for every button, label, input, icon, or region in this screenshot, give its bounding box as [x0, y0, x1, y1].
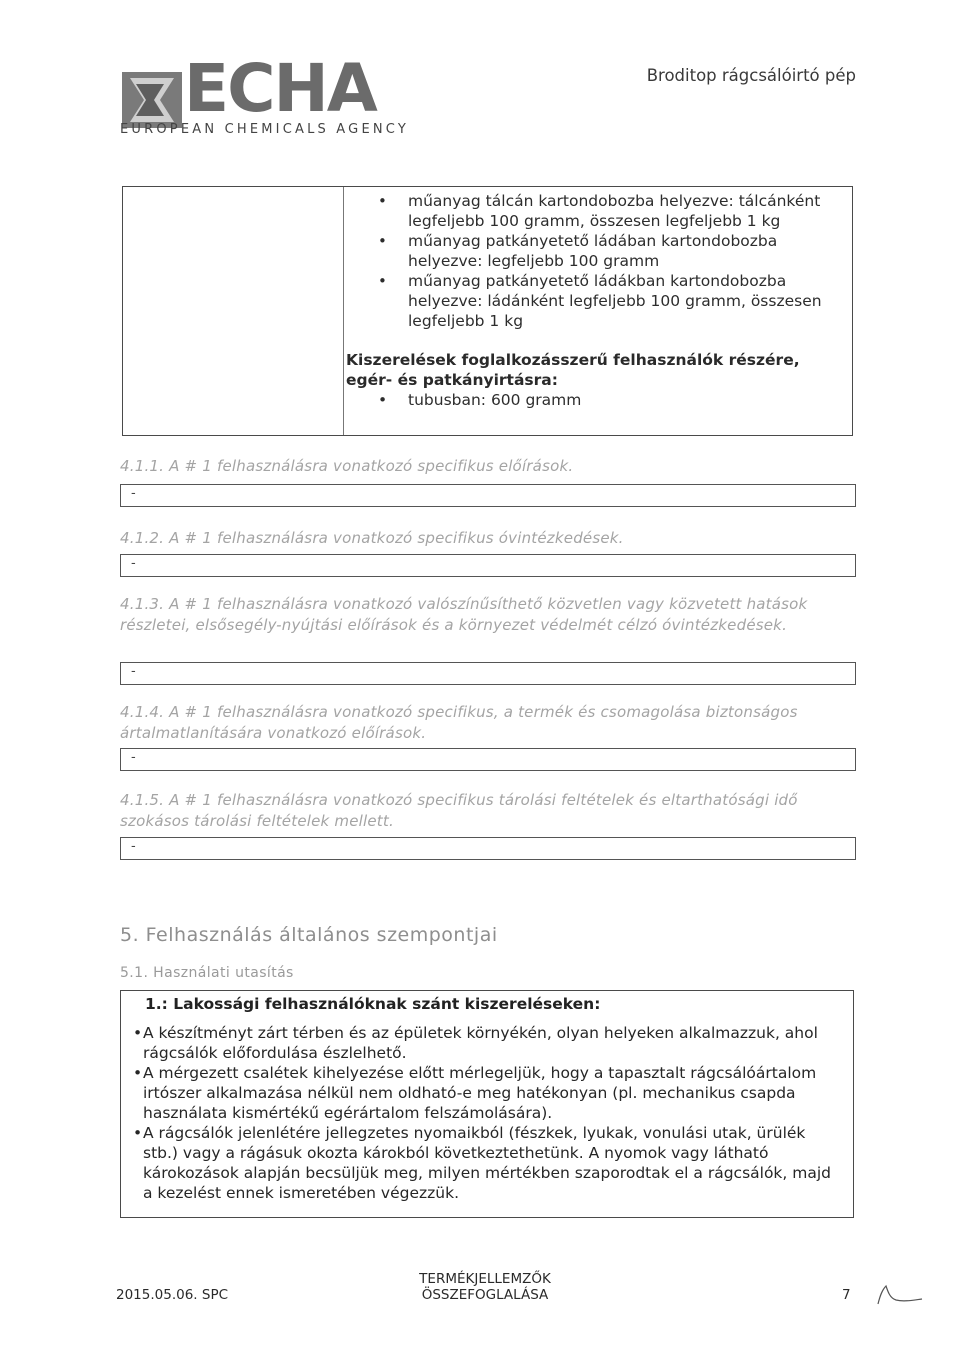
section-title-4-1-1: 4.1.1. A # 1 felhasználásra vonatkozó specifikus előírások.	[120, 457, 574, 475]
section-5-heading: 5. Felhasználás általános szempontjai	[120, 924, 498, 946]
handwritten-initials	[872, 1282, 924, 1306]
section-title-4-1-4: 4.1.4. A # 1 felhasználásra vonatkozó specifikus, a termék és csomagolása biztonságos ártalmatlanítására vonatkozó előírások.	[120, 703, 798, 742]
page-number: 7	[842, 1287, 851, 1303]
eu-flag-logo-icon	[122, 72, 182, 128]
logo-text: ECHA	[184, 50, 376, 127]
section-content: -	[131, 486, 136, 501]
packaging-list	[378, 191, 848, 331]
list-item: • műanyag tálcán kartondobozba helyezve: tálcánként legfeljebb 100 gramm, összesen legfeljebb 1 kg	[378, 191, 848, 231]
product-name: Broditop rágcsálóirtó pép	[646, 66, 856, 85]
section-content: -	[131, 556, 136, 571]
professional-packaging-heading: Kiszerelések foglalkozásszerű felhasználók részére, egér- és patkányirtásra:	[346, 351, 800, 389]
list-item: • tubusban: 600 gramm	[378, 390, 581, 410]
list-item: • műanyag patkányetető ládákban kartondobozba helyezve: ládánként legfeljebb 100 gramm, összesen legfeljebb 1 kg	[378, 271, 848, 331]
footer-title-line2: ÖSSZEFOGLALÁSA	[421, 1287, 549, 1303]
section-content: -	[131, 664, 136, 679]
list-item: • A készítményt zárt térben és az épületek környékén, olyan helyeken alkalmazzuk, ahol rágcsálók előfordulása észlelhető.	[133, 1023, 845, 1063]
section-content-box	[120, 837, 856, 860]
section-content-box	[120, 484, 856, 507]
section-content-box	[120, 748, 856, 771]
section-content-box	[120, 554, 856, 577]
section-content-box	[120, 662, 856, 685]
logo-subtitle: EUROPEAN CHEMICALS AGENCY	[120, 122, 409, 137]
section-5-1-heading: 5.1. Használati utasítás	[120, 965, 294, 981]
footer-date: 2015.05.06. SPC	[116, 1287, 229, 1303]
footer-title	[380, 1271, 590, 1303]
column-divider	[343, 187, 344, 435]
list-item: • A rágcsálók jelenlétére jellegzetes nyomaikból (fészkek, lyukak, vonulási utak, ürülék stb.) vagy a rágásuk okozta károkból következtethetünk. A nyomok vagy látható károkozások alapján becsüljük meg, milyen mértékben szaporodtak el a rágcsálók, majd a kezelést ennek ismeretében végezzük.	[133, 1123, 845, 1203]
section-content: -	[131, 750, 136, 765]
instructions-box	[120, 990, 854, 1218]
instructions-list	[133, 1023, 845, 1203]
section-title-4-1-2: 4.1.2. A # 1 felhasználásra vonatkozó specifikus óvintézkedések.	[120, 529, 624, 547]
section-title-4-1-3: 4.1.3. A # 1 felhasználásra vonatkozó valószínűsíthető közvetlen vagy közvetett hatások részletei, elsősegély-nyújtási előírások és a környezet védelmét célzó óvintézkedések.	[120, 595, 808, 634]
echa-logo	[118, 50, 418, 142]
list-item: • műanyag patkányetető ládában kartondobozba helyezve: legfeljebb 100 gramm	[378, 231, 848, 271]
list-item: • A mérgezett csalétek kihelyezése előtt mérlegeljük, hogy a tapasztalt rágcsálóártalom irtószer alkalmazása nélkül nem oldható-e meg hatékonyan (pl. mechanikus csapda használata kismértékű egérártalom felszámolására).	[133, 1063, 845, 1123]
instructions-title: 1.: Lakossági felhasználóknak szánt kiszereléseken:	[145, 995, 601, 1013]
packaging-box	[122, 186, 853, 436]
section-content: -	[131, 839, 136, 854]
section-title-4-1-5: 4.1.5. A # 1 felhasználásra vonatkozó specifikus tárolási feltételek és eltarthatósági idő szokásos tárolási feltételek mellett.	[120, 791, 798, 830]
footer-title-line1: TERMÉKJELLEMZŐK	[419, 1271, 551, 1287]
